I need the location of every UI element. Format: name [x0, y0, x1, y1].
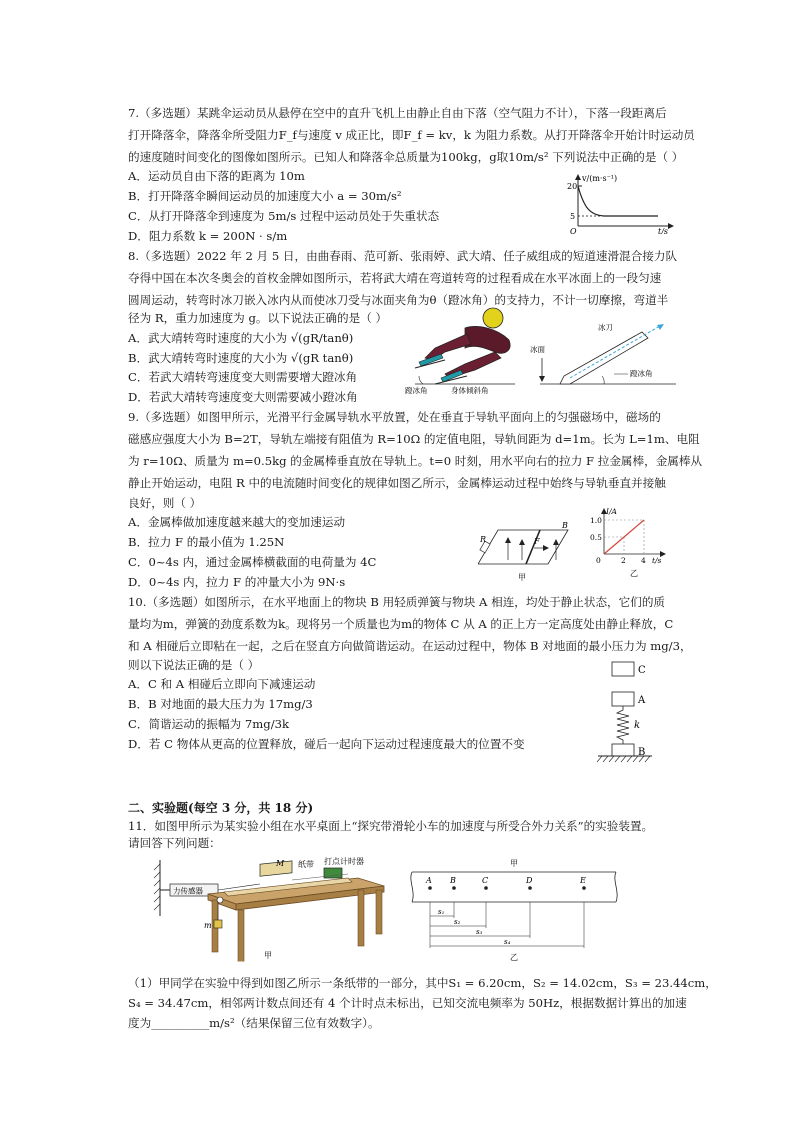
q11-tape-point-c: C: [482, 876, 489, 885]
q11-tape-s4: s₄: [504, 938, 511, 946]
q8-fig-deng-bing-jiao: 蹬冰角: [405, 386, 428, 395]
q9-fig-yi: [590, 506, 670, 584]
q10-fig-k: k: [634, 720, 641, 731]
q7-option-b: B．打开降落伞瞬间运动员的加速度大小 a = 30m/s²: [128, 189, 402, 203]
q11-fig-jia-caption: 甲: [264, 951, 272, 960]
q11-apparatus-figure: [148, 856, 388, 966]
q9-fig-yi-y2: 0.5: [590, 533, 602, 542]
section-2-title: 二、实验题(每空 3 分，共 18 分): [128, 801, 314, 815]
q11-tape-point-d: D: [526, 876, 533, 885]
q9-fig-yi-x2: 4: [641, 556, 646, 565]
q10-line-1: 10.（多选题）如图所示，在水平地面上的物块 B 用轻质弹簧与物块 A 相连，均处于静止状态，它们的质: [128, 595, 666, 609]
q11-line-1: 11．如图甲所示为某实验小组在水平桌面上“探究带滑轮小车的加速度与所受合外力关系”的实验装置。: [128, 819, 654, 833]
q8-option-b: B．武大靖转弯时速度的大小为 √(gR tanθ): [128, 351, 354, 365]
q8-fig-bing-dao: 冰刀: [598, 323, 613, 332]
q9-line-5: 良好，则（ ）: [128, 496, 202, 510]
q10-fig-a: A: [638, 695, 646, 706]
q11-tape-point-b: B: [450, 876, 456, 885]
q8-fig-bing-mian: 冰面: [530, 345, 545, 354]
q8-line-3: 圆周运动，转弯时冰刀嵌入冰内从而使冰刀受与冰面夹角为θ（蹬冰角）的支持力，不计一切摩擦，弯道半: [128, 293, 669, 307]
q11-part1-line-3: 度为__________m/s²（结果保留三位有效数字）。: [128, 1016, 380, 1030]
q11-fig-m-big: M: [276, 859, 285, 868]
q7-line-3: 的速度随时间变化的图像如图所示。已知人和降落伞总质量为100kg，g取10m/s² 下列说法中正确的是（ ）: [128, 150, 684, 164]
q11-tape-point-e: E: [580, 876, 586, 885]
q10-line-4: 则以下说法正确的是（ ）: [128, 658, 260, 672]
q7-line-2: 打开降落伞，降落伞所受阻力F_f与速度 v 成正比，即F_f = kv，k 为阻力系数。从打开降落伞开始计时运动员: [128, 128, 695, 142]
q11-fig-timer: 打点计时器: [324, 857, 364, 866]
q11-fig-tape: 纸带: [298, 860, 314, 869]
q8-option-c: C．若武大靖转弯速度变大则需要增大蹬冰角: [128, 370, 358, 384]
q7-graph-ytop: 20: [567, 182, 578, 191]
q11-part1-line-1: （1）甲同学在实验中得到如图乙所示一条纸带的一部分，其中S₁ = 6.20cm，S₂ = 14.02cm，S₃ = 23.44cm，: [128, 976, 717, 990]
q9-option-b: B．拉力 F 的最小值为 1.25N: [128, 535, 285, 549]
q9-fig-yi-ylabel: I/A: [606, 507, 617, 516]
q8-fig-shen-ti: 身体倾斜角: [451, 386, 489, 395]
q11-fig-sensor: 力传感器: [173, 886, 203, 896]
q11-tape-title: 甲: [510, 859, 518, 868]
q7-option-d: D．阻力系数 k = 200N · s/m: [128, 229, 288, 243]
q9-fig-jia-f: F: [534, 537, 540, 546]
q8-fig-deng-bing-jiao2: 蹬冰角: [630, 369, 653, 378]
q8-line-1: 8.（多选题）2022 年 2 月 5 日，由曲春雨、范可新、张雨婷、武大靖、任子威组成的短道速滑混合接力队: [128, 249, 678, 263]
q9-fig-jia-r: R: [480, 535, 487, 544]
q10-line-2: 量均为m，弹簧的劲度系数为k。现将另一个质量也为m的物体 C 从 A 的正上方一定高度处由静止释放，C: [128, 617, 674, 631]
q10-fig-b: B: [638, 747, 646, 758]
q10-line-3: 和 A 相碰后立即粘在一起，之后在竖直方向做简谐运动。在运动过程中，物体 B 对地面的最小压力为 mg/3，: [128, 639, 692, 653]
q7-graph-ylow: 5: [570, 212, 576, 221]
q11-tape-figure: [404, 856, 620, 966]
q9-line-1: 9.（多选题）如图甲所示，光滑平行金属导轨水平放置，处在垂直于导轨平面向上的匀强磁场中，磁场的: [128, 410, 661, 424]
q7-graph-ylabel: v/(m·s⁻¹): [582, 174, 618, 183]
q8-option-d: D．若武大靖转弯速度变大则需要减小蹬冰角: [128, 390, 358, 404]
q9-fig-jia: [478, 520, 578, 584]
q9-option-a: A．金属棒做加速度越来越大的变加速运动: [128, 515, 346, 529]
q10-option-c: C．简谐运动的振幅为 7mg/3k: [128, 717, 289, 731]
q7-graph-xlabel: t/s: [658, 227, 669, 234]
q9-option-c: C．0~4s 内，通过金属棒横截面的电荷量为 4C: [128, 555, 377, 569]
q11-tape-s3: s₃: [476, 928, 483, 936]
q9-option-d: D．0~4s 内，拉力 F 的冲量大小为 9N·s: [128, 575, 346, 589]
q7-line-1: 7.（多选题）某跳伞运动员从悬停在空中的直升飞机上由静止自由下落（空气阻力不计），下落一段距离后: [128, 106, 667, 120]
q11-fig-m-small: m: [204, 921, 212, 930]
q9-line-3: 为 r=10Ω、质量为 m=0.5kg 的金属棒垂直放在导轨上。t=0 时刻，用水平向右的拉力 F 拉金属棒，金属棒从: [128, 454, 703, 468]
q11-line-2: 请回答下列问题：: [128, 836, 221, 850]
q11-tape-caption: 乙: [510, 953, 518, 962]
q8-option-a: A．武大靖转弯时速度的大小为 √(gR/tanθ): [128, 331, 354, 345]
q11-tape-s2: s₂: [454, 918, 461, 926]
q7-graph-origin: O: [570, 227, 577, 234]
q11-tape-point-a: A: [426, 876, 432, 885]
q10-fig-c: C: [638, 665, 646, 676]
q11-part1-line-2: S₄ = 34.47cm，相邻两计数点间还有 4 个计时点未标出，已知交流电频率为 50Hz，根据数据计算出的加速: [128, 996, 687, 1010]
q7-vt-graph: [560, 172, 680, 234]
q11-tape-s1: s₁: [438, 908, 445, 916]
q9-line-4: 静止开始运动，电阻 R 中的电流随时间变化的规律如图乙所示，金属棒运动过程中始终与导轨垂直并接触: [128, 476, 666, 490]
q10-option-b: B．B 对地面的最大压力为 17mg/3: [128, 697, 313, 711]
q9-line-2: 磁感应强度大小为 B=2T，导轨左端接有阻值为 R=10Ω 的定值电阻，导轨间距为 d=1m。长为 L=1m、电阻: [128, 432, 700, 446]
q9-fig-jia-caption: 甲: [518, 573, 526, 582]
q9-fig-yi-origin: 0: [596, 556, 601, 565]
q8-blade-figure: [530, 318, 680, 394]
q10-option-d: D．若 C 物体从更高的位置释放，碰后一起向下运动过程速度最大的位置不变: [128, 737, 525, 751]
q7-option-a: A．运动员自由下落的距离为 10m: [128, 169, 305, 183]
q9-fig-yi-xlabel: t/s: [652, 556, 662, 565]
q10-option-a: A．C 和 A 相碰后立即向下减速运动: [128, 677, 316, 691]
q9-fig-jia-b: B: [562, 521, 568, 530]
q7-option-c: C．从打开降落伞到速度为 5m/s 过程中运动员处于失重状态: [128, 209, 440, 223]
q8-skater-figure: [405, 300, 535, 396]
q8-line-2: 夺得中国在本次冬奥会的首枚金牌如图所示，若将武大靖在弯道转弯的过程看成在水平冰面上的一段匀速: [128, 271, 662, 285]
q8-line-4: 径为 R，重力加速度为 g。以下说法正确的是（ ）: [128, 311, 388, 325]
q9-fig-yi-y1: 1.0: [590, 516, 602, 525]
q9-fig-yi-caption: 乙: [630, 569, 638, 578]
q9-fig-yi-x1: 2: [621, 556, 626, 565]
q10-spring-figure: [592, 658, 672, 770]
